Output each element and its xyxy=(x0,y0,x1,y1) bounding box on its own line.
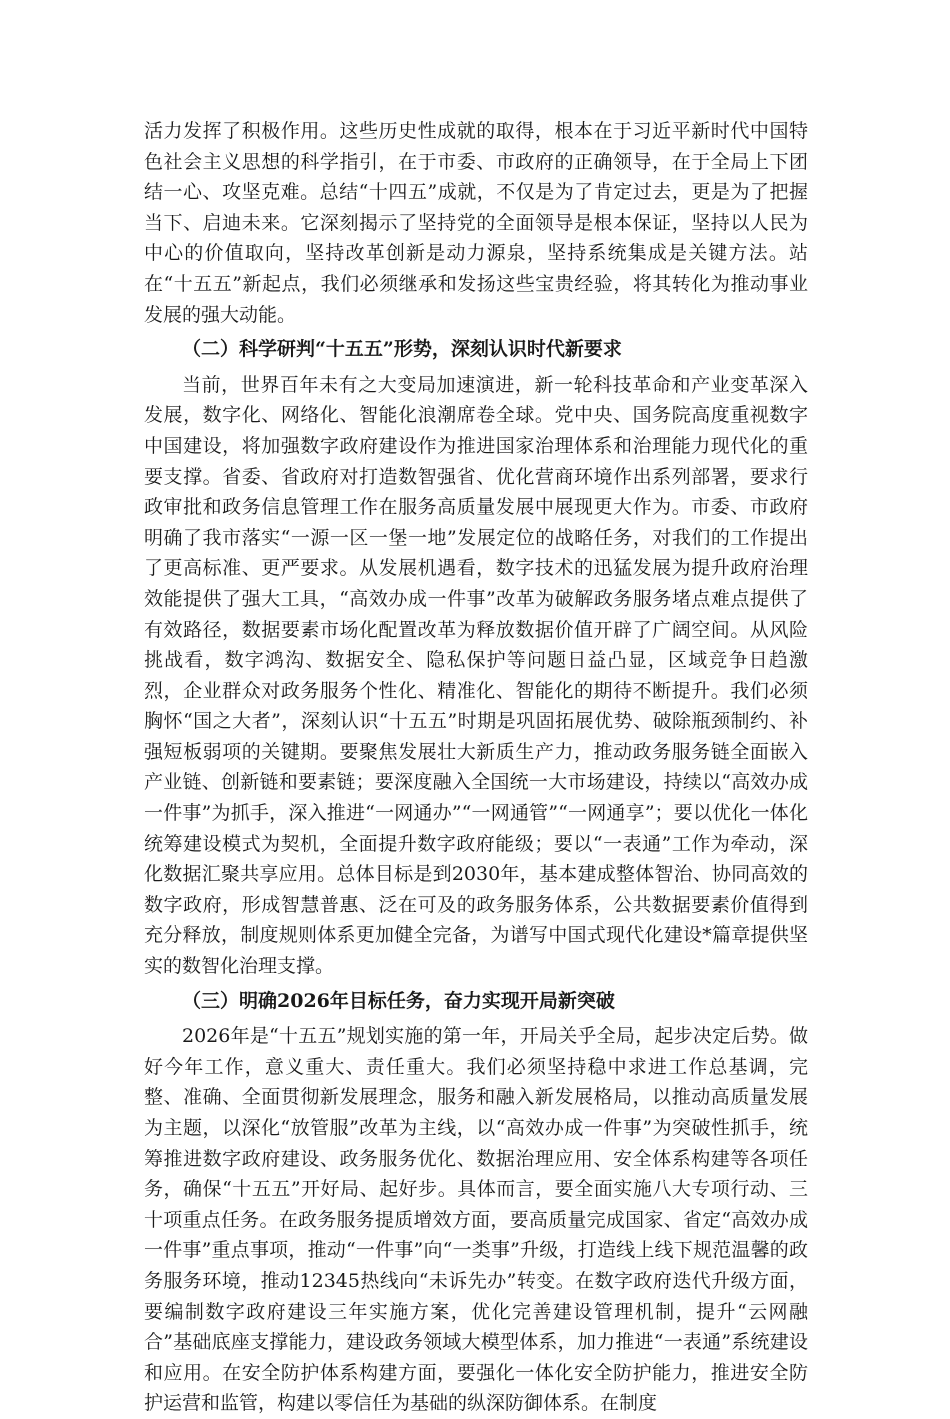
paragraph-2026-tasks: 2026年是“十五五”规划实施的第一年，开局关乎全局，起步决定后势。做好今年工作，意义重大、责任重大。我们必须坚持稳中求进工作总基调，完整、准确、全面贯彻新发展理念，服务和融入新发展格局，以推动高质量发展为主题，以深化“放管服”改革为主线，以“高效办成一件事”为突破性抓手，统筹推进数字政府建设、政务服务优化、数据治理应用、安全体系构建等各项任务，确保“十五五”开好局、起好步。具体而言，要全面实施八大专项行动、三十项重点任务。在政务服务提质增效方面，要高质量完成国家、省定“高效办成一件事”重点事项，推动“一件事”向“一类事”升级，打造线上线下规范温馨的政务服务环境，推动12345热线向“未诉先办”转变。在数字政府迭代升级方面，要编制数字政府建设三年实施方案，优化完善建设管理机制，提升“云网融合”基础底座支撑能力，建设政务领域大模型体系，加力推进“一表通”系统建设和应用。在安全防护体系构建方面，要强化一体化安全防护能力，推进安全防护运营和监管，构建以零信任为基础的纵深防御体系。在制度 xyxy=(144,1025,808,1415)
document-body xyxy=(144,116,808,1419)
paragraph-continued: 活力发挥了积极作用。这些历史性成就的取得，根本在于习近平新时代中国特色社会主义思想的科学指引，在于市委、市政府的正确领导，在于全局上下团结一心、攻坚克难。总结“十四五”成就，不仅是为了肯定过去，更是为了把握当下、启迪未来。它深刻揭示了坚持党的全面领导是根本保证，坚持以人民为中心的价值取向，坚持改革创新是动力源泉，坚持系统集成是关键方法。站在“十五五”新起点，我们必须继承和发扬这些宝贵经验，将其转化为推动事业发展的强大动能。 xyxy=(144,120,808,326)
paragraph-situation-analysis: 当前，世界百年未有之大变局加速演进，新一轮科技革命和产业变革深入发展，数字化、网络化、智能化浪潮席卷全球。党中央、国务院高度重视数字中国建设，将加强数字政府建设作为推进国家治理体系和治理能力现代化的重要支撑。省委、省政府对打造数智强省、优化营商环境作出系列部署，要求行政审批和政务信息管理工作在服务高质量发展中展现更大作为。市委、市政府明确了我市落实“一源一区一堡一地”发展定位的战略任务，对我们的工作提出了更高标准、更严要求。从发展机遇看，数字技术的迅猛发展为提升政府治理效能提供了强大工具，“高效办成一件事”改革为破解政务服务堵点难点提供了有效路径，数据要素市场化配置改革为释放数据价值开辟了广阔空间。从风险挑战看，数字鸿沟、数据安全、隐私保护等问题日益凸显，区域竞争日趋激烈，企业群众对政务服务个性化、精准化、智能化的期待不断提升。我们必须胸怀“国之大者”，深刻认识“十五五”时期是巩固拓展优势、破除瓶颈制约、补强短板弱项的关键期。要聚焦发展壮大新质生产力，推动政务服务链全面嵌入产业链、创新链和要素链；要深度融入全国统一大市场建设，持续以“高效办成一件事”为抓手，深入推进“一网通办”“一网通管”“一网通享”；要以优化一体化统筹建设模式为契机，全面提升数字政府能级；要以“一表通”工作为牵动，深化数据汇聚共享应用。总体目标是到2030年，基本建成整体智治、协同高效的数字政府，形成智慧普惠、泛在可及的政务服务体系，公共数据要素价值得到充分释放，制度规则体系更加健全完备，为谱写中国式现代化建设*篇章提供坚实的数智化治理支撑。 xyxy=(144,373,808,978)
section-heading-3: （三）明确2026年目标任务，奋力实现开局新突破 xyxy=(182,989,615,1012)
section-heading-2: （二）科学研判“十五五”形势，深刻认识时代新要求 xyxy=(182,338,622,361)
